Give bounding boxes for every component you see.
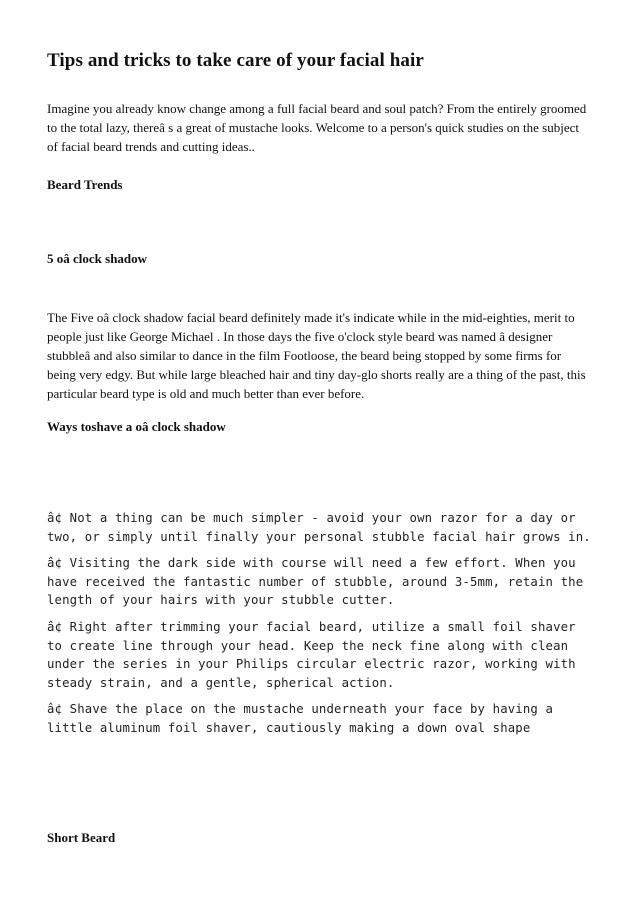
heading-ways-to-shave: Ways toshave a oâ clock shadow: [47, 419, 226, 434]
bullet-item: â¢ Shave the place on the mustache underneath your face by having a little aluminum foil shaver, cautiously making a down oval shape: [47, 702, 554, 735]
heading-beard-trends: Beard Trends: [47, 177, 123, 192]
five-oclock-paragraph: The Five oâ clock shadow facial beard definitely made it's indicate while in the mid-eighties, merit to people just like George Michael . In those days the five o'clock style beard was named â designer stubbleâ and also similar to dance in the film Footloose, the beard being stopped by some firms for being very edgy. But while large bleached hair and tiny day-glo shorts really are a thing of the past, this particular beard type is old and much better than ever before.: [47, 310, 586, 401]
intro-paragraph: Imagine you already know change among a full facial beard and soul patch? From the entirely groomed to the total lazy, thereâ s a great of mustache looks. Welcome to a person's quick studies on the subject of facial beard trends and cutting ideas..: [47, 101, 587, 154]
bullet-item: â¢ Right after trimming your facial beard, utilize a small foil shaver to create line through your head. Keep the neck fine along with clean under the series in your Philips circular electric razor, working with steady strain, and a gentle, spherical action.: [47, 620, 576, 690]
heading-five-oclock-shadow: 5 oâ clock shadow: [47, 251, 148, 266]
document-title: Tips and tricks to take care of your facial hair: [47, 50, 424, 71]
heading-short-beard: Short Beard: [47, 830, 116, 845]
bullet-item: â¢ Visiting the dark side with course will need a few effort. When you have received the fantastic number of stubble, around 3-5mm, retain the length of your hairs with your stubble cutter.: [47, 556, 584, 608]
bullet-item: â¢ Not a thing can be much simpler - avoid your own razor for a day or two, or simply until finally your personal stubble facial hair grows in.: [47, 511, 591, 544]
